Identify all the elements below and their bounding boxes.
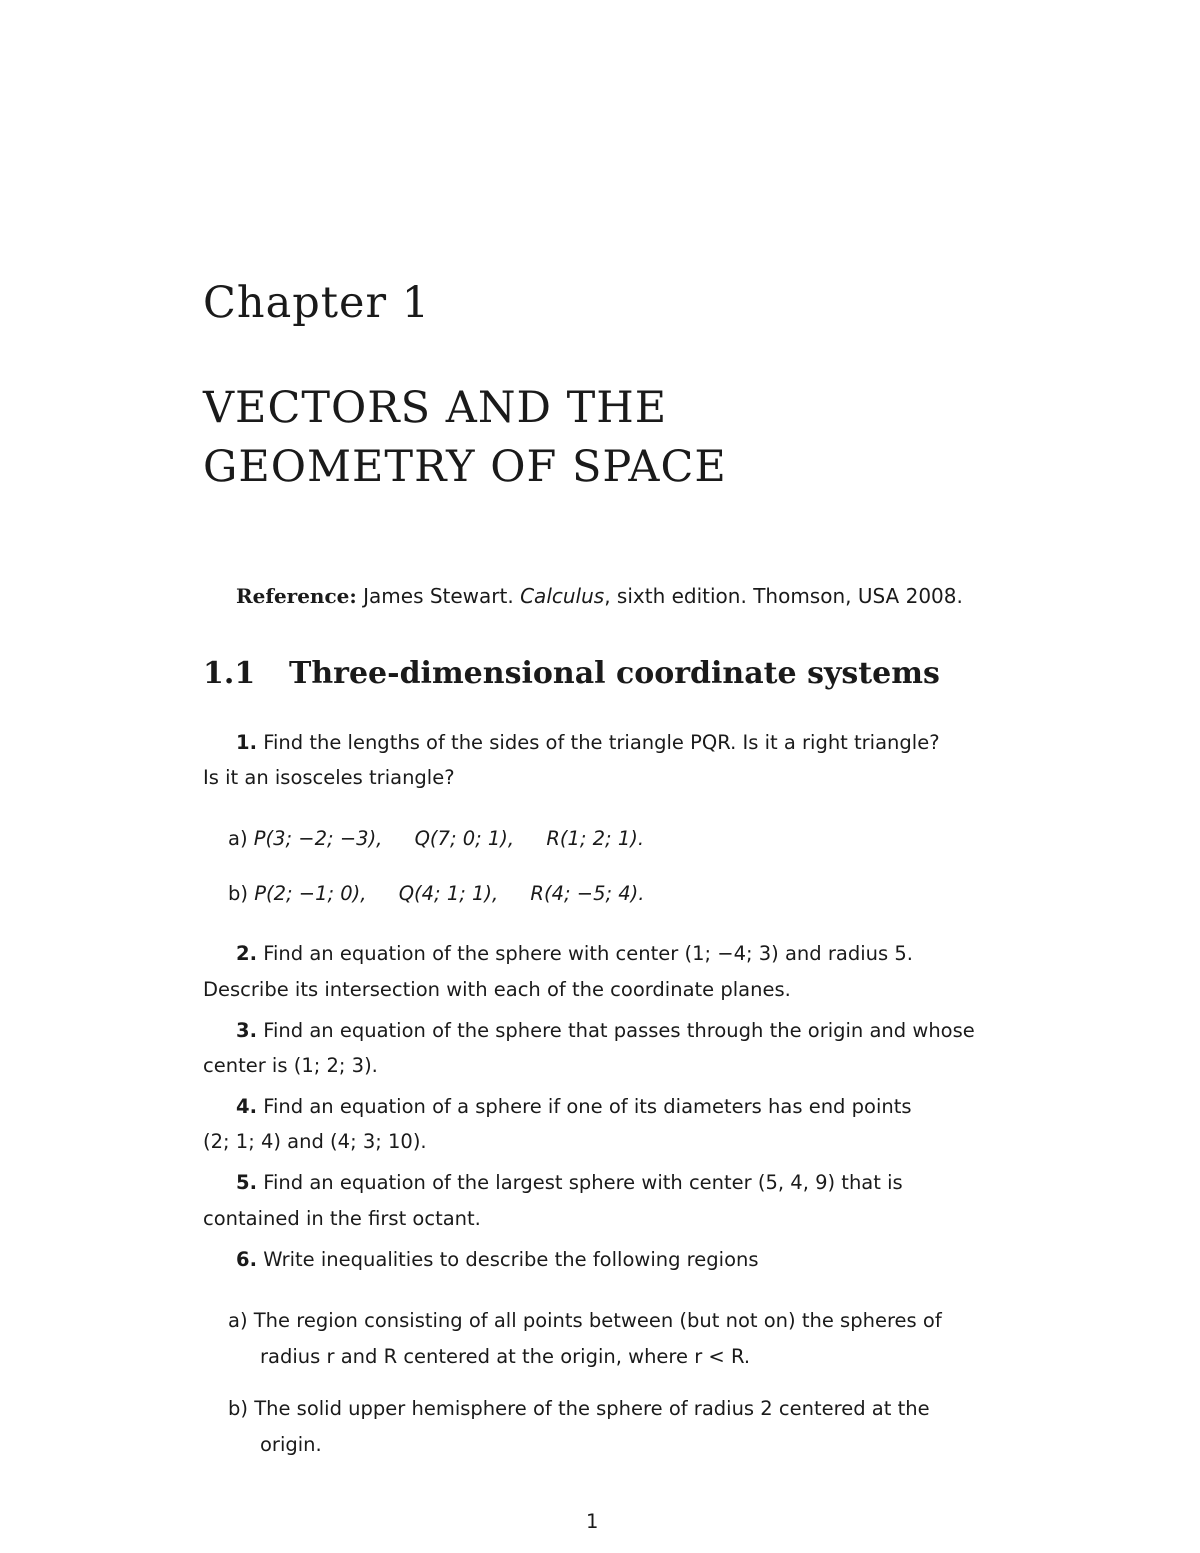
- problem-4-line1: 4. Find an equation of a sphere if one of its diameters has end points: [236, 1095, 912, 1118]
- problem-number: 4.: [236, 1095, 257, 1118]
- problem-1-line1: 1. Find the lengths of the sides of the triangle PQR. Is it a right triangle?: [236, 731, 940, 754]
- problem-1-part-a: a) P(3; −2; −3), Q(7; 0; 1), R(1; 2; 1).: [228, 827, 645, 850]
- problem-5-line1: 5. Find an equation of the largest sphere with center (5, 4, 9) that is: [236, 1171, 903, 1194]
- chapter-label: Chapter 1: [203, 278, 431, 328]
- chapter-title-line2: GEOMETRY OF SPACE: [203, 442, 727, 492]
- problem-number: 3.: [236, 1019, 257, 1042]
- reference-book: Calculus: [520, 584, 605, 608]
- reference: [236, 584, 963, 608]
- problem-3-line1: 3. Find an equation of the sphere that passes through the origin and whose: [236, 1019, 975, 1042]
- problem-1-line2: Is it an isosceles triangle?: [203, 766, 455, 789]
- section-number: 1.1: [203, 656, 256, 691]
- reference-rest: , sixth edition. Thomson, USA 2008.: [604, 584, 963, 608]
- reference-author: James Stewart.: [363, 584, 514, 608]
- problem-2-line1: 2. Find an equation of the sphere with center (1; −4; 3) and radius 5.: [236, 942, 913, 965]
- problem-5-line2: contained in the first octant.: [203, 1207, 481, 1230]
- section-heading: [203, 656, 940, 691]
- problem-6-part-b-line1: b) The solid upper hemisphere of the sphere of radius 2 centered at the: [228, 1397, 930, 1420]
- problem-number: 1.: [236, 731, 257, 754]
- chapter-title-line1: VECTORS AND THE: [203, 383, 668, 433]
- problem-1-part-b: b) P(2; −1; 0), Q(4; 1; 1), R(4; −5; 4).: [228, 882, 645, 905]
- problem-6-part-a-line2: radius r and R centered at the origin, where r < R.: [260, 1345, 751, 1368]
- problem-4-line2: (2; 1; 4) and (4; 3; 10).: [203, 1130, 427, 1153]
- page-number: 1: [586, 1510, 599, 1533]
- problem-6-part-b-line2: origin.: [260, 1433, 322, 1456]
- section-title: Three-dimensional coordinate systems: [289, 656, 940, 691]
- problem-number: 6.: [236, 1248, 257, 1271]
- reference-label: Reference:: [236, 584, 357, 608]
- problem-6-line1: 6. Write inequalities to describe the following regions: [236, 1248, 759, 1271]
- problem-6-part-a-line1: a) The region consisting of all points between (but not on) the spheres of: [228, 1309, 942, 1332]
- problem-number: 5.: [236, 1171, 257, 1194]
- problem-number: 2.: [236, 942, 257, 965]
- problem-3-line2: center is (1; 2; 3).: [203, 1054, 378, 1077]
- problem-2-line2: Describe its intersection with each of the coordinate planes.: [203, 978, 791, 1001]
